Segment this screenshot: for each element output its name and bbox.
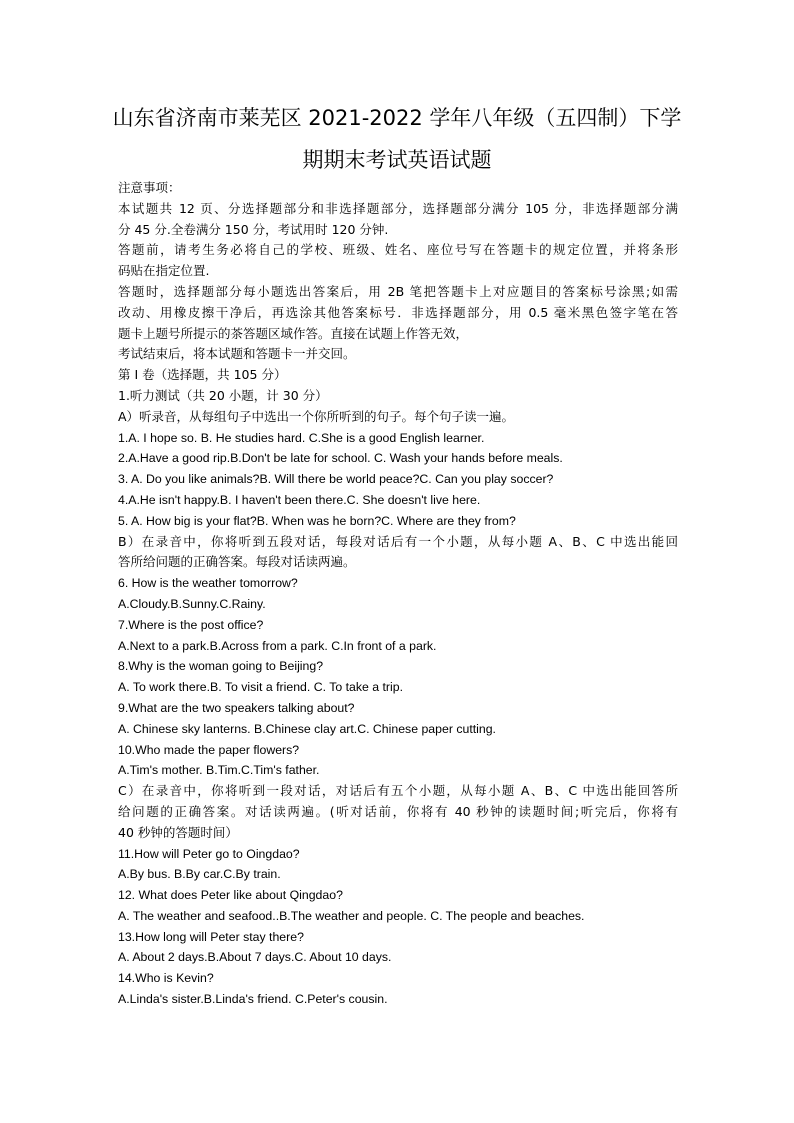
text-line: 13.How long will Peter stay there?: [118, 929, 304, 944]
text-line: 答所给问题的正确答案。每段对话读两遍。: [118, 554, 356, 570]
text-line: 11.How will Peter go to Oingdao?: [118, 846, 300, 861]
text-line: 改动、用橡皮擦干净后，再选涂其他答案标号．非选择题部分，用 0.5 毫米黑色签字笔在答: [118, 304, 678, 320]
text-line: 5. A. How big is your flat?B. When was he born?C. Where are they from?: [118, 513, 516, 528]
text-line: 考试结束后，将本试题和答题卡一并交回。: [118, 346, 356, 362]
text-line: B）在录音中，你将听到五段对话，每段对话后有一个小题，从每小题 A、B、C 中选出能回: [118, 533, 678, 549]
text-line: 7.Where is the post office?: [118, 617, 264, 632]
text-line: A. The weather and seafood..B.The weather and people. C. The people and beaches.: [118, 908, 585, 923]
text-line: 6. How is the weather tomorrow?: [118, 576, 298, 591]
text-line: 给问题的正确答案。对话读两遍。(听对话前，你将有 40 秒钟的读题时间;听完后，你将有: [118, 803, 678, 819]
text-line: 分 45 分.全卷满分 150 分，考试用时 120 分钟.: [118, 221, 389, 237]
text-line: 3. A. Do you like animals?B. Will there be world peace?C. Can you play soccer?: [118, 472, 554, 487]
text-line: 码贴在指定位置.: [118, 263, 210, 279]
text-line: 4.A.He isn't happy.B. I haven't been there.C. She doesn't live here.: [118, 492, 481, 507]
text-line: A.By bus. B.By car.C.By train.: [118, 867, 281, 882]
text-line: A）听录音，从每组句子中选出一个你所听到的句子。每个句子读一遍。: [118, 408, 515, 424]
text-line: A.Next to a park.B.Across from a park. C.In front of a park.: [118, 638, 437, 653]
text-line: 1.A. I hope so. B. He studies hard. C.She is a good English learner.: [118, 430, 485, 445]
text-line: 注意事项：: [118, 180, 181, 195]
text-line: 2.A.Have a good rip.B.Don't be late for school. C. Wash your hands before meals.: [118, 451, 563, 466]
text-line: 12. What does Peter like about Qingdao?: [118, 888, 343, 903]
text-line: 8.Why is the woman going to Beijing?: [118, 659, 324, 674]
page-title-line-1: 山东省济南市莱芜区 2021-2022 学年八年级（五四制）下学: [112, 106, 682, 130]
text-line: 40 秒钟的答题时间）: [118, 824, 238, 840]
text-line: C）在录音中，你将听到一段对话，对话后有五个小题，从每小题 A、B、C 中选出能回答所: [118, 783, 678, 799]
exam-body: [118, 178, 678, 1010]
text-line: 第 I 卷（选择题，共 105 分）: [118, 367, 287, 383]
text-line: A.Tim's mother. B.Tim.C.Tim's father.: [118, 763, 320, 778]
page-title-line-2: 期期末考试英语试题: [302, 148, 492, 172]
text-line: A. To work there.B. To visit a friend. C. To take a trip.: [118, 680, 404, 695]
text-line: 本试题共 12 页、分选择题部分和非选择题部分，选择题部分满分 105 分，非选择题部分满: [118, 200, 678, 216]
text-line: 1.听力测试（共 20 小题，计 30 分）: [118, 387, 328, 403]
text-line: A.Cloudy.B.Sunny.C.Rainy.: [118, 596, 266, 611]
text-line: 9.What are the two speakers talking about?: [118, 700, 355, 715]
text-line: A. About 2 days.B.About 7 days.C. About 10 days.: [118, 950, 392, 965]
text-line: 答题前，请考生务必将自己的学校、班级、姓名、座位号写在答题卡的规定位置，并将条形: [118, 242, 678, 258]
text-line: 10.Who made the paper flowers?: [118, 742, 300, 757]
text-line: 14.Who is Kevin?: [118, 971, 214, 986]
text-line: 答题时，选择题部分每小题选出答案后，用 2B 笔把答题卡上对应题目的答案标号涂黑;如需: [118, 283, 678, 299]
text-line: A. Chinese sky lanterns. B.Chinese clay art.C. Chinese paper cutting.: [118, 721, 496, 736]
text-line: 题卡上题号所提示的茶答题区域作答。直接在试题上作答无效，: [118, 325, 469, 341]
text-line: A.Linda's sister.B.Linda's friend. C.Peter's cousin.: [118, 992, 388, 1007]
